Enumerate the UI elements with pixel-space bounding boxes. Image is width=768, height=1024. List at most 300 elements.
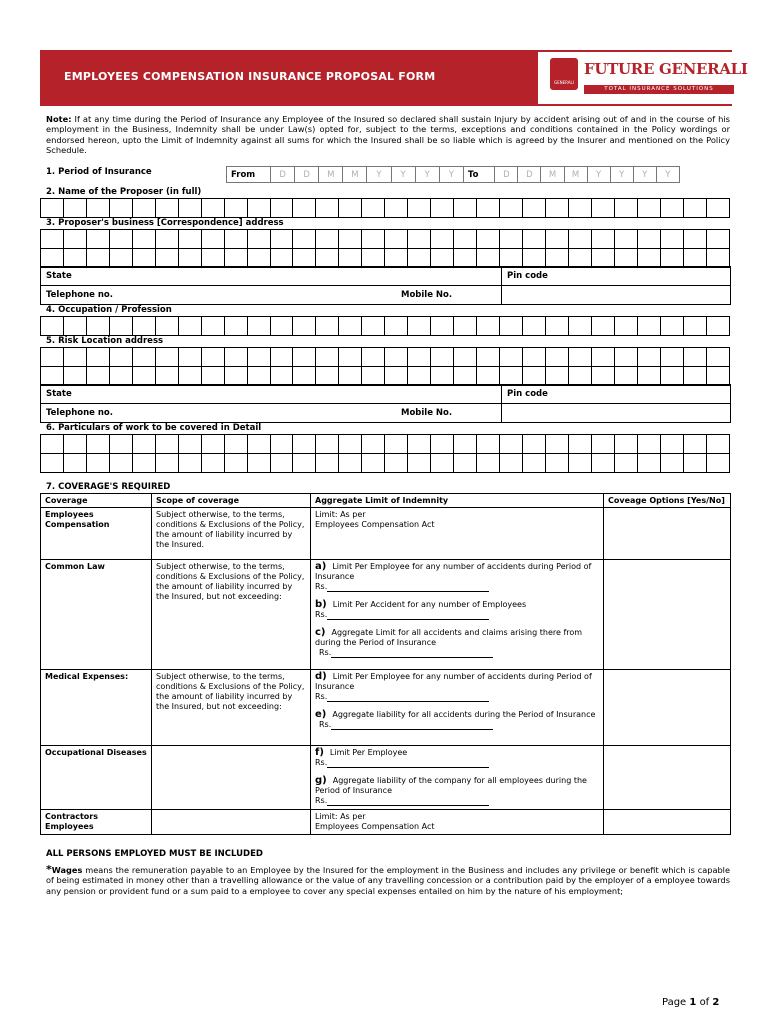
char-box[interactable] [316, 435, 339, 454]
char-box[interactable] [454, 199, 477, 218]
char-box[interactable] [614, 367, 637, 386]
char-box[interactable] [385, 435, 408, 454]
char-box[interactable] [63, 435, 86, 454]
char-box[interactable] [660, 367, 683, 386]
form-title: EMPLOYEES COMPENSATION INSURANCE PROPOSAL FORM [64, 70, 436, 83]
char-box[interactable] [660, 454, 683, 473]
char-box[interactable] [706, 454, 729, 473]
char-box[interactable] [362, 348, 385, 367]
char-box[interactable] [614, 435, 637, 454]
char-box[interactable] [224, 348, 247, 367]
char-box[interactable] [41, 367, 64, 386]
char-box[interactable] [224, 367, 247, 386]
char-box[interactable] [408, 348, 431, 367]
char-box[interactable] [201, 435, 224, 454]
char-box[interactable] [293, 317, 316, 336]
char-box[interactable] [431, 230, 454, 249]
char-box[interactable] [178, 367, 201, 386]
char-box[interactable] [523, 317, 546, 336]
char-box[interactable] [316, 367, 339, 386]
char-box[interactable] [132, 435, 155, 454]
char-box[interactable] [270, 249, 293, 268]
char-box[interactable] [683, 435, 706, 454]
char-box[interactable] [477, 348, 500, 367]
page-number: Page 1 of 2 [662, 997, 720, 1008]
char-box[interactable] [339, 230, 362, 249]
char-box[interactable] [109, 249, 132, 268]
char-box[interactable] [293, 249, 316, 268]
char-box[interactable] [500, 435, 523, 454]
mobile-field[interactable] [502, 286, 731, 305]
char-box[interactable] [201, 348, 224, 367]
char-box[interactable] [637, 317, 660, 336]
from-day-box[interactable]: D [271, 167, 295, 183]
medical-expenses-cell: Medical Expenses: [41, 670, 152, 746]
char-box[interactable] [637, 230, 660, 249]
char-box[interactable] [201, 199, 224, 218]
char-box[interactable] [293, 230, 316, 249]
period-of-insurance-label: 1. Period of Insurance [46, 167, 152, 177]
char-box[interactable] [132, 367, 155, 386]
to-year-box[interactable]: Y [633, 167, 656, 183]
char-box[interactable] [545, 454, 568, 473]
risk-state-row [40, 384, 731, 423]
char-box[interactable] [155, 348, 178, 367]
char-box[interactable] [316, 249, 339, 268]
char-box[interactable] [155, 199, 178, 218]
char-box[interactable] [431, 454, 454, 473]
char-box[interactable] [614, 317, 637, 336]
char-box[interactable] [247, 435, 270, 454]
char-box[interactable] [500, 454, 523, 473]
char-box[interactable] [293, 367, 316, 386]
from-year-box[interactable]: Y [367, 167, 391, 183]
char-box[interactable] [591, 199, 614, 218]
char-box[interactable] [41, 435, 64, 454]
char-box[interactable] [500, 348, 523, 367]
char-box[interactable] [454, 367, 477, 386]
char-box[interactable] [86, 348, 109, 367]
char-box[interactable] [591, 317, 614, 336]
char-box[interactable] [568, 454, 591, 473]
char-box[interactable] [408, 230, 431, 249]
char-box[interactable] [109, 348, 132, 367]
char-box[interactable] [477, 199, 500, 218]
to-year-box[interactable]: Y [587, 167, 610, 183]
char-box[interactable] [201, 249, 224, 268]
char-box[interactable] [362, 454, 385, 473]
char-box[interactable] [637, 454, 660, 473]
char-box[interactable] [545, 435, 568, 454]
char-box[interactable] [270, 454, 293, 473]
char-box[interactable] [591, 249, 614, 268]
char-box[interactable] [431, 348, 454, 367]
medical-limits-cell[interactable] [311, 670, 604, 746]
limit-b: b) Limit Per Accident for any number of Employees Rs. [315, 599, 527, 619]
char-box[interactable] [408, 317, 431, 336]
char-box[interactable] [63, 454, 86, 473]
from-year-box[interactable]: Y [439, 167, 463, 183]
char-box[interactable] [293, 454, 316, 473]
char-box[interactable] [683, 249, 706, 268]
char-box[interactable] [614, 230, 637, 249]
char-box[interactable] [706, 199, 729, 218]
from-year-box[interactable]: Y [415, 167, 439, 183]
char-box[interactable] [431, 367, 454, 386]
char-box[interactable] [339, 317, 362, 336]
limit-as-per-act-cell: Limit: As per Employees Compensation Act [311, 508, 604, 560]
char-box[interactable] [178, 435, 201, 454]
char-box[interactable] [500, 249, 523, 268]
char-box[interactable] [568, 367, 591, 386]
char-box[interactable] [86, 454, 109, 473]
char-box[interactable] [477, 367, 500, 386]
char-box[interactable] [683, 199, 706, 218]
char-box[interactable] [41, 348, 64, 367]
char-box[interactable] [568, 317, 591, 336]
char-box[interactable] [155, 367, 178, 386]
char-box[interactable] [385, 249, 408, 268]
char-box[interactable] [408, 454, 431, 473]
char-box[interactable] [339, 367, 362, 386]
char-box[interactable] [63, 230, 86, 249]
char-box[interactable] [362, 249, 385, 268]
note-paragraph: Note: If at any time during the Period of Insurance any Employee of the Insured so declared shall sustain Injury by accident arising out of and in the course of his employment in the Business, Indemnity shall be under Law(s) opted for, subject to the terms, exceptions and conditions contained in the Policy wordings or endorsed hereon, upto the Limit of Indemnity against all sums for which the Insured shall be so liable which is agreed by the Insurer and mentioned on the Policy Schedule. [46, 114, 730, 155]
char-box[interactable] [500, 367, 523, 386]
char-box[interactable] [201, 230, 224, 249]
char-box[interactable] [362, 435, 385, 454]
char-box[interactable] [454, 435, 477, 454]
to-year-box[interactable]: Y [656, 167, 679, 183]
char-box[interactable] [224, 230, 247, 249]
char-box[interactable] [132, 348, 155, 367]
from-month-box[interactable]: M [319, 167, 343, 183]
char-box[interactable] [63, 199, 86, 218]
char-box[interactable] [591, 454, 614, 473]
char-box[interactable] [247, 348, 270, 367]
char-box[interactable] [660, 435, 683, 454]
char-box[interactable] [224, 249, 247, 268]
char-box[interactable] [86, 367, 109, 386]
char-box[interactable] [706, 435, 729, 454]
char-box[interactable] [362, 367, 385, 386]
state-label[interactable]: State [41, 385, 502, 404]
pin-code-label[interactable]: Pin code [502, 385, 731, 404]
char-box[interactable] [637, 199, 660, 218]
char-box[interactable] [614, 249, 637, 268]
char-box[interactable] [201, 317, 224, 336]
char-box[interactable] [637, 348, 660, 367]
telephone-label[interactable]: Telephone no. Mobile No. [41, 404, 502, 423]
char-box[interactable] [545, 348, 568, 367]
char-box[interactable] [86, 317, 109, 336]
state-label[interactable]: State [41, 267, 502, 286]
char-box[interactable] [270, 199, 293, 218]
char-box[interactable] [63, 348, 86, 367]
char-box[interactable] [247, 367, 270, 386]
char-box[interactable] [477, 454, 500, 473]
to-month-box[interactable]: M [541, 167, 564, 183]
occupational-diseases-cell: Occupational Diseases [41, 746, 152, 810]
char-box[interactable] [706, 367, 729, 386]
char-box[interactable] [339, 249, 362, 268]
employees-compensation-cell: Employees Compensation [41, 508, 152, 560]
char-box[interactable] [109, 367, 132, 386]
char-box[interactable] [454, 230, 477, 249]
char-box[interactable] [454, 348, 477, 367]
char-box[interactable] [706, 348, 729, 367]
char-box[interactable] [362, 199, 385, 218]
char-box[interactable] [385, 454, 408, 473]
char-box[interactable] [155, 249, 178, 268]
logo-name: FUTURE GENERALI [584, 60, 748, 78]
char-box[interactable] [385, 348, 408, 367]
char-box[interactable] [545, 249, 568, 268]
char-box[interactable] [178, 348, 201, 367]
contractors-employees-cell: Contractors Employees [41, 810, 152, 835]
char-box[interactable] [431, 199, 454, 218]
char-box[interactable] [224, 435, 247, 454]
limit-g: g) Aggregate liability of the company for all employees during the Period of Insurance Rs. [315, 775, 587, 805]
contractors-limit-cell: Limit: As per Employees Compensation Act [311, 810, 604, 835]
char-box[interactable] [339, 199, 362, 218]
char-box[interactable] [270, 435, 293, 454]
char-box[interactable] [63, 317, 86, 336]
char-box[interactable] [591, 348, 614, 367]
char-box[interactable] [178, 454, 201, 473]
char-box[interactable] [339, 348, 362, 367]
char-box[interactable] [270, 348, 293, 367]
char-box[interactable] [224, 454, 247, 473]
option-employees-field[interactable] [604, 508, 731, 560]
common-law-limits-cell[interactable] [311, 560, 604, 670]
char-box[interactable] [41, 454, 64, 473]
char-box[interactable] [109, 454, 132, 473]
char-box[interactable] [385, 230, 408, 249]
char-box[interactable] [270, 367, 293, 386]
char-box[interactable] [178, 199, 201, 218]
char-box[interactable] [247, 249, 270, 268]
to-month-box[interactable]: M [564, 167, 587, 183]
char-box[interactable] [454, 317, 477, 336]
char-box[interactable] [362, 230, 385, 249]
particulars-boxes [40, 434, 730, 473]
char-box[interactable] [224, 317, 247, 336]
char-box[interactable] [316, 317, 339, 336]
char-box[interactable] [109, 199, 132, 218]
char-box[interactable] [477, 435, 500, 454]
char-box[interactable] [614, 348, 637, 367]
char-box[interactable] [41, 199, 64, 218]
char-box[interactable] [523, 435, 546, 454]
char-box[interactable] [477, 230, 500, 249]
char-box[interactable] [568, 348, 591, 367]
from-day-box[interactable]: D [295, 167, 319, 183]
char-box[interactable] [132, 249, 155, 268]
char-box[interactable] [178, 317, 201, 336]
char-box[interactable] [86, 230, 109, 249]
char-box[interactable] [109, 230, 132, 249]
from-label: From [227, 167, 271, 183]
char-box[interactable] [706, 249, 729, 268]
mobile-field[interactable] [502, 404, 731, 423]
wages-definition: *Wages means the remuneration payable to an Employee by the Insured for the employment in the Business and includes any privilege or benefit which is capable of being estimated in money other than a travelling allowance or the value of any travelling concession or a contribution paid by the employer of a employee towards any pension or provident fund or a sum paid to a employee to cover any special expenses entailed on him by the nature of his employment; [46, 863, 730, 896]
option-medical-field[interactable] [604, 670, 731, 746]
section-2-label: 2. Name of the Proposer (in full) [46, 187, 202, 197]
char-box[interactable] [660, 199, 683, 218]
char-box[interactable] [385, 199, 408, 218]
char-box[interactable] [637, 249, 660, 268]
proposer-name-boxes [40, 198, 730, 218]
char-box[interactable] [293, 435, 316, 454]
char-box[interactable] [408, 199, 431, 218]
char-box[interactable] [270, 230, 293, 249]
char-box[interactable] [408, 249, 431, 268]
limit-a: a) Limit Per Employee for any number of accidents during Period of Insurance Rs. [315, 561, 592, 591]
char-box[interactable] [63, 367, 86, 386]
char-box[interactable] [155, 454, 178, 473]
char-box[interactable] [293, 348, 316, 367]
char-box[interactable] [568, 435, 591, 454]
char-box[interactable] [316, 454, 339, 473]
char-box[interactable] [132, 317, 155, 336]
char-box[interactable] [431, 249, 454, 268]
char-box[interactable] [706, 230, 729, 249]
char-box[interactable] [431, 317, 454, 336]
char-box[interactable] [614, 454, 637, 473]
char-box[interactable] [454, 454, 477, 473]
char-box[interactable] [683, 367, 706, 386]
char-box[interactable] [247, 230, 270, 249]
char-box[interactable] [706, 317, 729, 336]
char-box[interactable] [523, 454, 546, 473]
char-box[interactable] [477, 317, 500, 336]
char-box[interactable] [316, 230, 339, 249]
char-box[interactable] [568, 199, 591, 218]
char-box[interactable] [545, 317, 568, 336]
char-box[interactable] [500, 317, 523, 336]
period-date-boxes [226, 166, 680, 183]
char-box[interactable] [224, 199, 247, 218]
char-box[interactable] [545, 199, 568, 218]
char-box[interactable] [201, 367, 224, 386]
char-box[interactable] [545, 230, 568, 249]
char-box[interactable] [454, 249, 477, 268]
char-box[interactable] [178, 249, 201, 268]
char-box[interactable] [362, 317, 385, 336]
char-box[interactable] [155, 230, 178, 249]
char-box[interactable] [591, 367, 614, 386]
char-box[interactable] [545, 367, 568, 386]
char-box[interactable] [591, 230, 614, 249]
char-box[interactable] [132, 199, 155, 218]
char-box[interactable] [270, 317, 293, 336]
section-6-label: 6. Particulars of work to be covered in Detail [46, 423, 262, 433]
occupational-limits-cell[interactable] [311, 746, 604, 810]
char-box[interactable] [568, 249, 591, 268]
char-box[interactable] [523, 230, 546, 249]
char-box[interactable] [178, 230, 201, 249]
char-box[interactable] [155, 317, 178, 336]
char-box[interactable] [477, 249, 500, 268]
to-day-box[interactable]: D [518, 167, 541, 183]
char-box[interactable] [86, 199, 109, 218]
char-box[interactable] [316, 348, 339, 367]
char-box[interactable] [316, 199, 339, 218]
char-box[interactable] [339, 435, 362, 454]
char-box[interactable] [132, 454, 155, 473]
char-box[interactable] [683, 317, 706, 336]
section-3-label: 3. Proposer's business [Correspondence] address [46, 218, 284, 228]
telephone-label[interactable]: Telephone no. Mobile No. [41, 286, 502, 305]
pin-code-label[interactable]: Pin code [502, 267, 731, 286]
char-box[interactable] [201, 454, 224, 473]
char-box[interactable] [408, 367, 431, 386]
char-box[interactable] [132, 230, 155, 249]
char-box[interactable] [41, 230, 64, 249]
char-box[interactable] [523, 367, 546, 386]
from-month-box[interactable]: M [343, 167, 367, 183]
limit-f: f) Limit Per Employee Rs. [315, 748, 599, 768]
char-box[interactable] [523, 249, 546, 268]
char-box[interactable] [86, 435, 109, 454]
char-box[interactable] [339, 454, 362, 473]
char-box[interactable] [683, 454, 706, 473]
char-box[interactable] [500, 199, 523, 218]
char-box[interactable] [109, 435, 132, 454]
char-box[interactable] [660, 348, 683, 367]
char-box[interactable] [293, 199, 316, 218]
scope-exceed-cell: Subject otherwise, to the terms, conditions & Exclusions of the Policy, the amount of liability incurred by the Insured, but not exceeding: [152, 670, 311, 746]
char-box[interactable] [247, 454, 270, 473]
char-box[interactable] [41, 249, 64, 268]
char-box[interactable] [637, 367, 660, 386]
to-day-box[interactable]: D [495, 167, 518, 183]
scope-empty-cell [152, 810, 311, 835]
char-box[interactable] [431, 435, 454, 454]
char-box[interactable] [614, 199, 637, 218]
occupation-boxes [40, 316, 730, 336]
char-box[interactable] [41, 317, 64, 336]
char-box[interactable] [109, 317, 132, 336]
option-common-law-field[interactable] [604, 560, 731, 670]
char-box[interactable] [385, 367, 408, 386]
char-box[interactable] [683, 348, 706, 367]
char-box[interactable] [523, 348, 546, 367]
char-box[interactable] [660, 317, 683, 336]
to-year-box[interactable]: Y [610, 167, 633, 183]
from-year-box[interactable]: Y [391, 167, 415, 183]
option-occupational-field[interactable] [604, 746, 731, 810]
char-box[interactable] [86, 249, 109, 268]
char-box[interactable] [247, 317, 270, 336]
char-box[interactable] [591, 435, 614, 454]
char-box[interactable] [500, 230, 523, 249]
char-box[interactable] [683, 230, 706, 249]
char-box[interactable] [523, 199, 546, 218]
char-box[interactable] [568, 230, 591, 249]
char-box[interactable] [63, 249, 86, 268]
char-box[interactable] [660, 249, 683, 268]
char-box[interactable] [155, 435, 178, 454]
char-box[interactable] [660, 230, 683, 249]
char-box[interactable] [637, 435, 660, 454]
char-box[interactable] [385, 317, 408, 336]
scope-empty-cell [152, 746, 311, 810]
char-box[interactable] [247, 199, 270, 218]
char-box[interactable] [408, 435, 431, 454]
option-contractors-field[interactable] [604, 810, 731, 835]
